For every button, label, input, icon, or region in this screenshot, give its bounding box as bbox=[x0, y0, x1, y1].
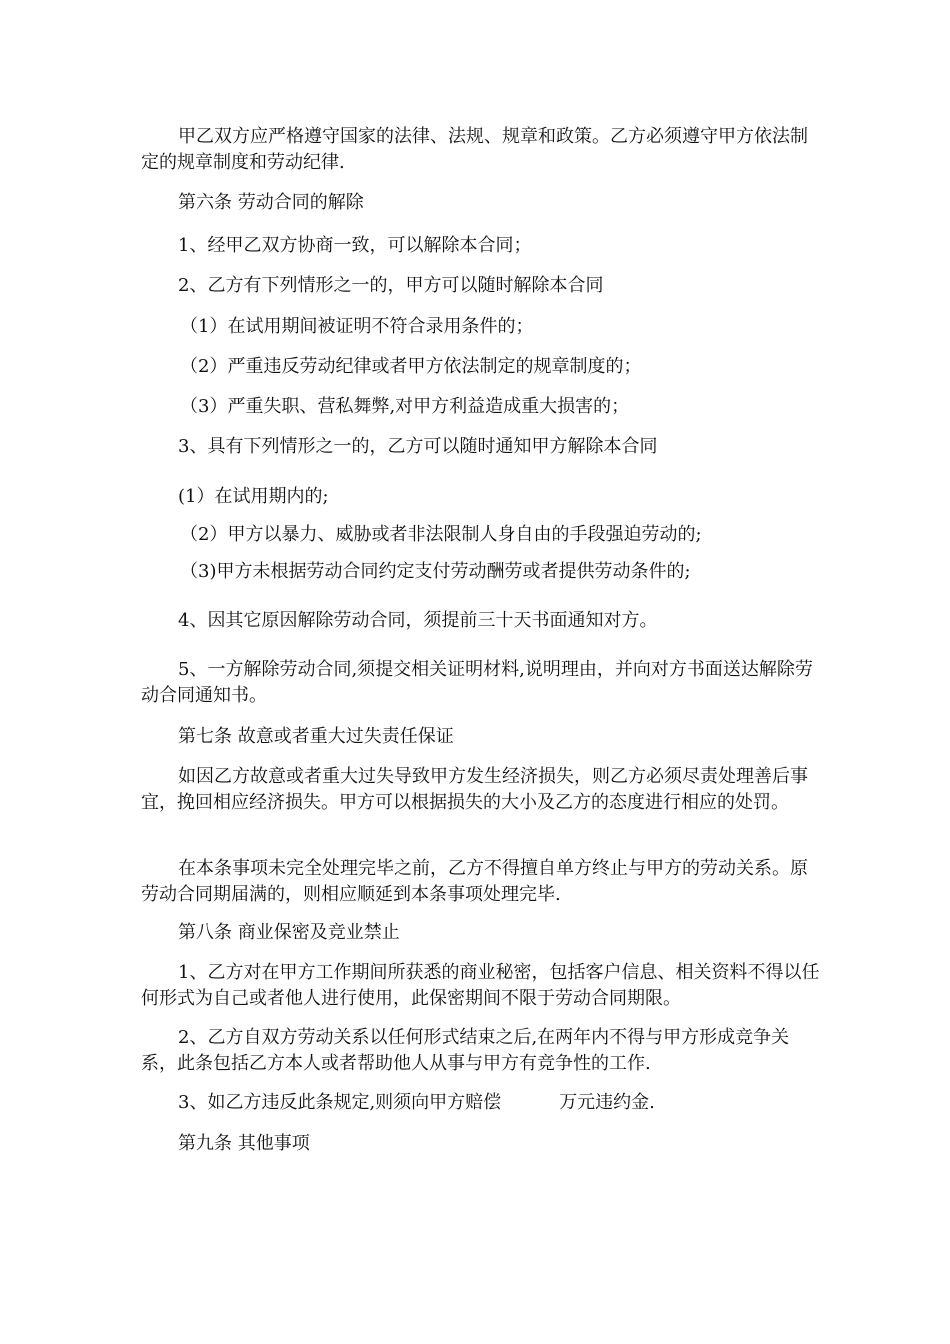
article-9-title: 第九条 其他事项 bbox=[178, 1133, 310, 1154]
article-8-item-1: 1、乙方对在甲方工作期间所获悉的商业秘密，包括客户信息、相关资料不得以任何形式为自己或者他人进行使用，此保密期间不限于劳动合同期限。 bbox=[141, 962, 820, 1009]
article-6-item-3-sub-2: （2）甲方以暴力、威胁或者非法限制人身自由的手段强迫劳动的; bbox=[180, 524, 702, 545]
article-8-item-3-text-b: 万元违约金. bbox=[559, 1092, 655, 1113]
article-6-item-2-sub-1: （1）在试用期间被证明不符合录用条件的； bbox=[180, 316, 534, 337]
article-8-title: 第八条 商业保密及竞业禁止 bbox=[178, 922, 400, 943]
article-6-item-1: 1、经甲乙双方协商一致，可以解除本合同； bbox=[178, 235, 532, 256]
article-8-item-3 bbox=[141, 1090, 821, 1116]
article-6-item-3-sub-1: (1）在试用期内的; bbox=[178, 486, 329, 507]
article-7-paragraph-1: 如因乙方故意或者重大过失导致甲方发生经济损失，则乙方必须尽责处理善后事宜，挽回相应经济损失。甲方可以根据损失的大小及乙方的态度进行相应的处罚。 bbox=[141, 766, 808, 813]
article-6-item-5: 5、一方解除劳动合同,须提交相关证明材料,说明理由，并向对方书面送达解除劳动合同通知书。 bbox=[141, 659, 813, 706]
article-6-item-2-sub-2: （2）严重违反劳动纪律或者甲方依法制定的规章制度的； bbox=[180, 356, 642, 377]
article-8-item-2: 2、乙方自双方劳动关系以任何形式结束之后,在两年内不得与甲方形成竞争关系，此条包括乙方本人或者帮助他人从事与甲方有竞争性的工作. bbox=[141, 1027, 790, 1074]
paragraph-rules-compliance: 甲乙双方应严格遵守国家的法律、法规、规章和政策。乙方必须遵守甲方依法制定的规章制度和劳动纪律. bbox=[141, 126, 808, 173]
article-6-title: 第六条 劳动合同的解除 bbox=[178, 192, 364, 213]
article-8-item-3-text-a: 3、如乙方违反此条规定,则须向甲方赔偿 bbox=[178, 1092, 502, 1113]
article-6-item-4: 4、因其它原因解除劳动合同，须提前三十天书面通知对方。 bbox=[178, 610, 658, 631]
article-6-item-2: 2、乙方有下列情形之一的，甲方可以随时解除本合同 bbox=[178, 275, 604, 296]
article-7-paragraph-2: 在本条事项未完全处理完毕之前，乙方不得擅自单方终止与甲方的劳动关系。原劳动合同期届满的，则相应顺延到本条事项处理完毕. bbox=[141, 858, 808, 905]
article-6-item-2-sub-3: （3）严重失职、营私舞弊,对甲方利益造成重大损害的； bbox=[180, 396, 630, 417]
article-6-item-3: 3、具有下列情形之一的，乙方可以随时通知甲方解除本合同 bbox=[178, 436, 658, 457]
article-7-title: 第七条 故意或者重大过失责任保证 bbox=[178, 726, 454, 747]
article-6-item-3-sub-3: （3)甲方未根据劳动合同约定支付劳动酬劳或者提供劳动条件的; bbox=[180, 561, 691, 582]
